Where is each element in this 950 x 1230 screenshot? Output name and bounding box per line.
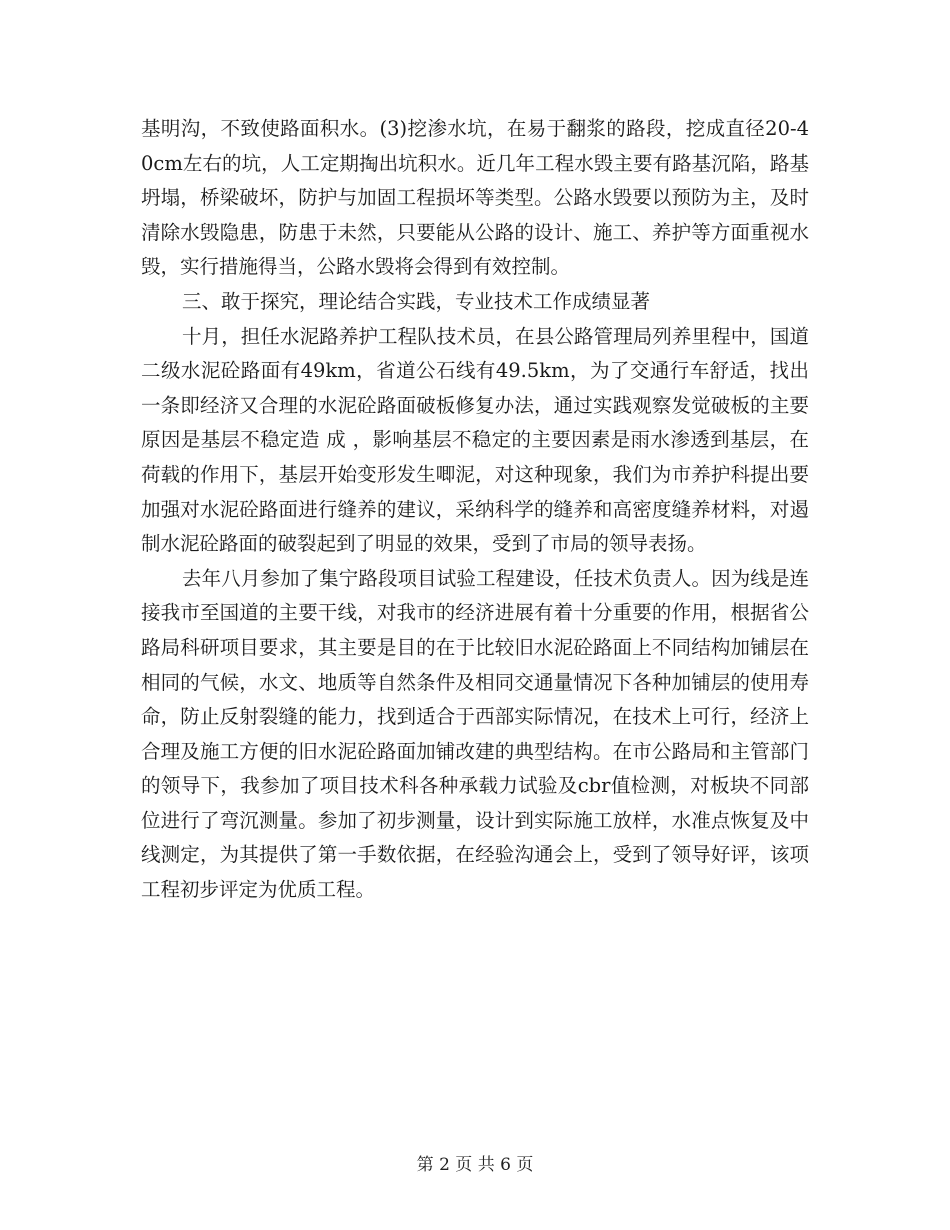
document-body: [141, 112, 809, 908]
page-number-footer: 第 2 页 共 6 页: [416, 1155, 534, 1175]
paragraph-1: 基明沟，不致使路面积水。(3)挖渗水坑，在易于翻浆的路段，挖成直径20-40cm左右的坑，人工定期掏出坑积水。近几年工程水毁主要有路基沉陷，路基坍塌，桥梁破坏，防护与加固工程损坏等类型。公路水毁要以预防为主，及时清除水毁隐患，防患于未然，只要能从公路的设计、施工、养护等方面重视水毁，实行措施得当，公路水毁将会得到有效控制。: [141, 117, 809, 279]
section-heading: 三、敢于探究，理论结合实践，专业技术工作成绩显著: [182, 289, 651, 313]
paragraph-4: 去年八月参加了集宁路段项目试验工程建设，任技术负责人。因为线是连接我市至国道的主要干线，对我市的经济进展有着十分重要的作用，根据省公路局科研项目要求，其主要是目的在于比较旧水泥砼路面上不同结构加铺层在相同的气候，水文、地质等自然条件及相同交通量情况下各种加铺层的使用寿命，防止反射裂缝的能力，找到适合于西部实际情况，在技术上可行，经济上合理及施工方便的旧水泥砼路面加铺改建的典型结构。在市公路局和主管部门的领导下，我参加了项目技术科各种承载力试验及cbr值检测，对板块不同部位进行了弯沉测量。参加了初步测量，设计到实际施工放样，水准点恢复及中线测定，为其提供了第一手数依据，在经验沟通会上，受到了领导好评，该项工程初步评定为优质工程。: [141, 566, 809, 902]
paragraph-3: 十月，担任水泥路养护工程队技术员，在县公路管理局列养里程中，国道二级水泥砼路面有49km，省道公石线有49.5km，为了交通行车舒适，找出一条即经济又合理的水泥砼路面破板修复办法，通过实践观察发觉破板的主要原因是基层不稳定造 成 ，影响基层不稳定的主要因素是雨水渗透到基层，在荷载的作用下，基层开始变形发生唧泥，对这种现象，我们为市养护科提出要加强对水泥砼路面进行缝养的建议，采纳科学的缝养和高密度缝养材料，对遏制水泥砼路面的破裂起到了明显的效果，受到了市局的领导表扬。: [141, 324, 809, 556]
